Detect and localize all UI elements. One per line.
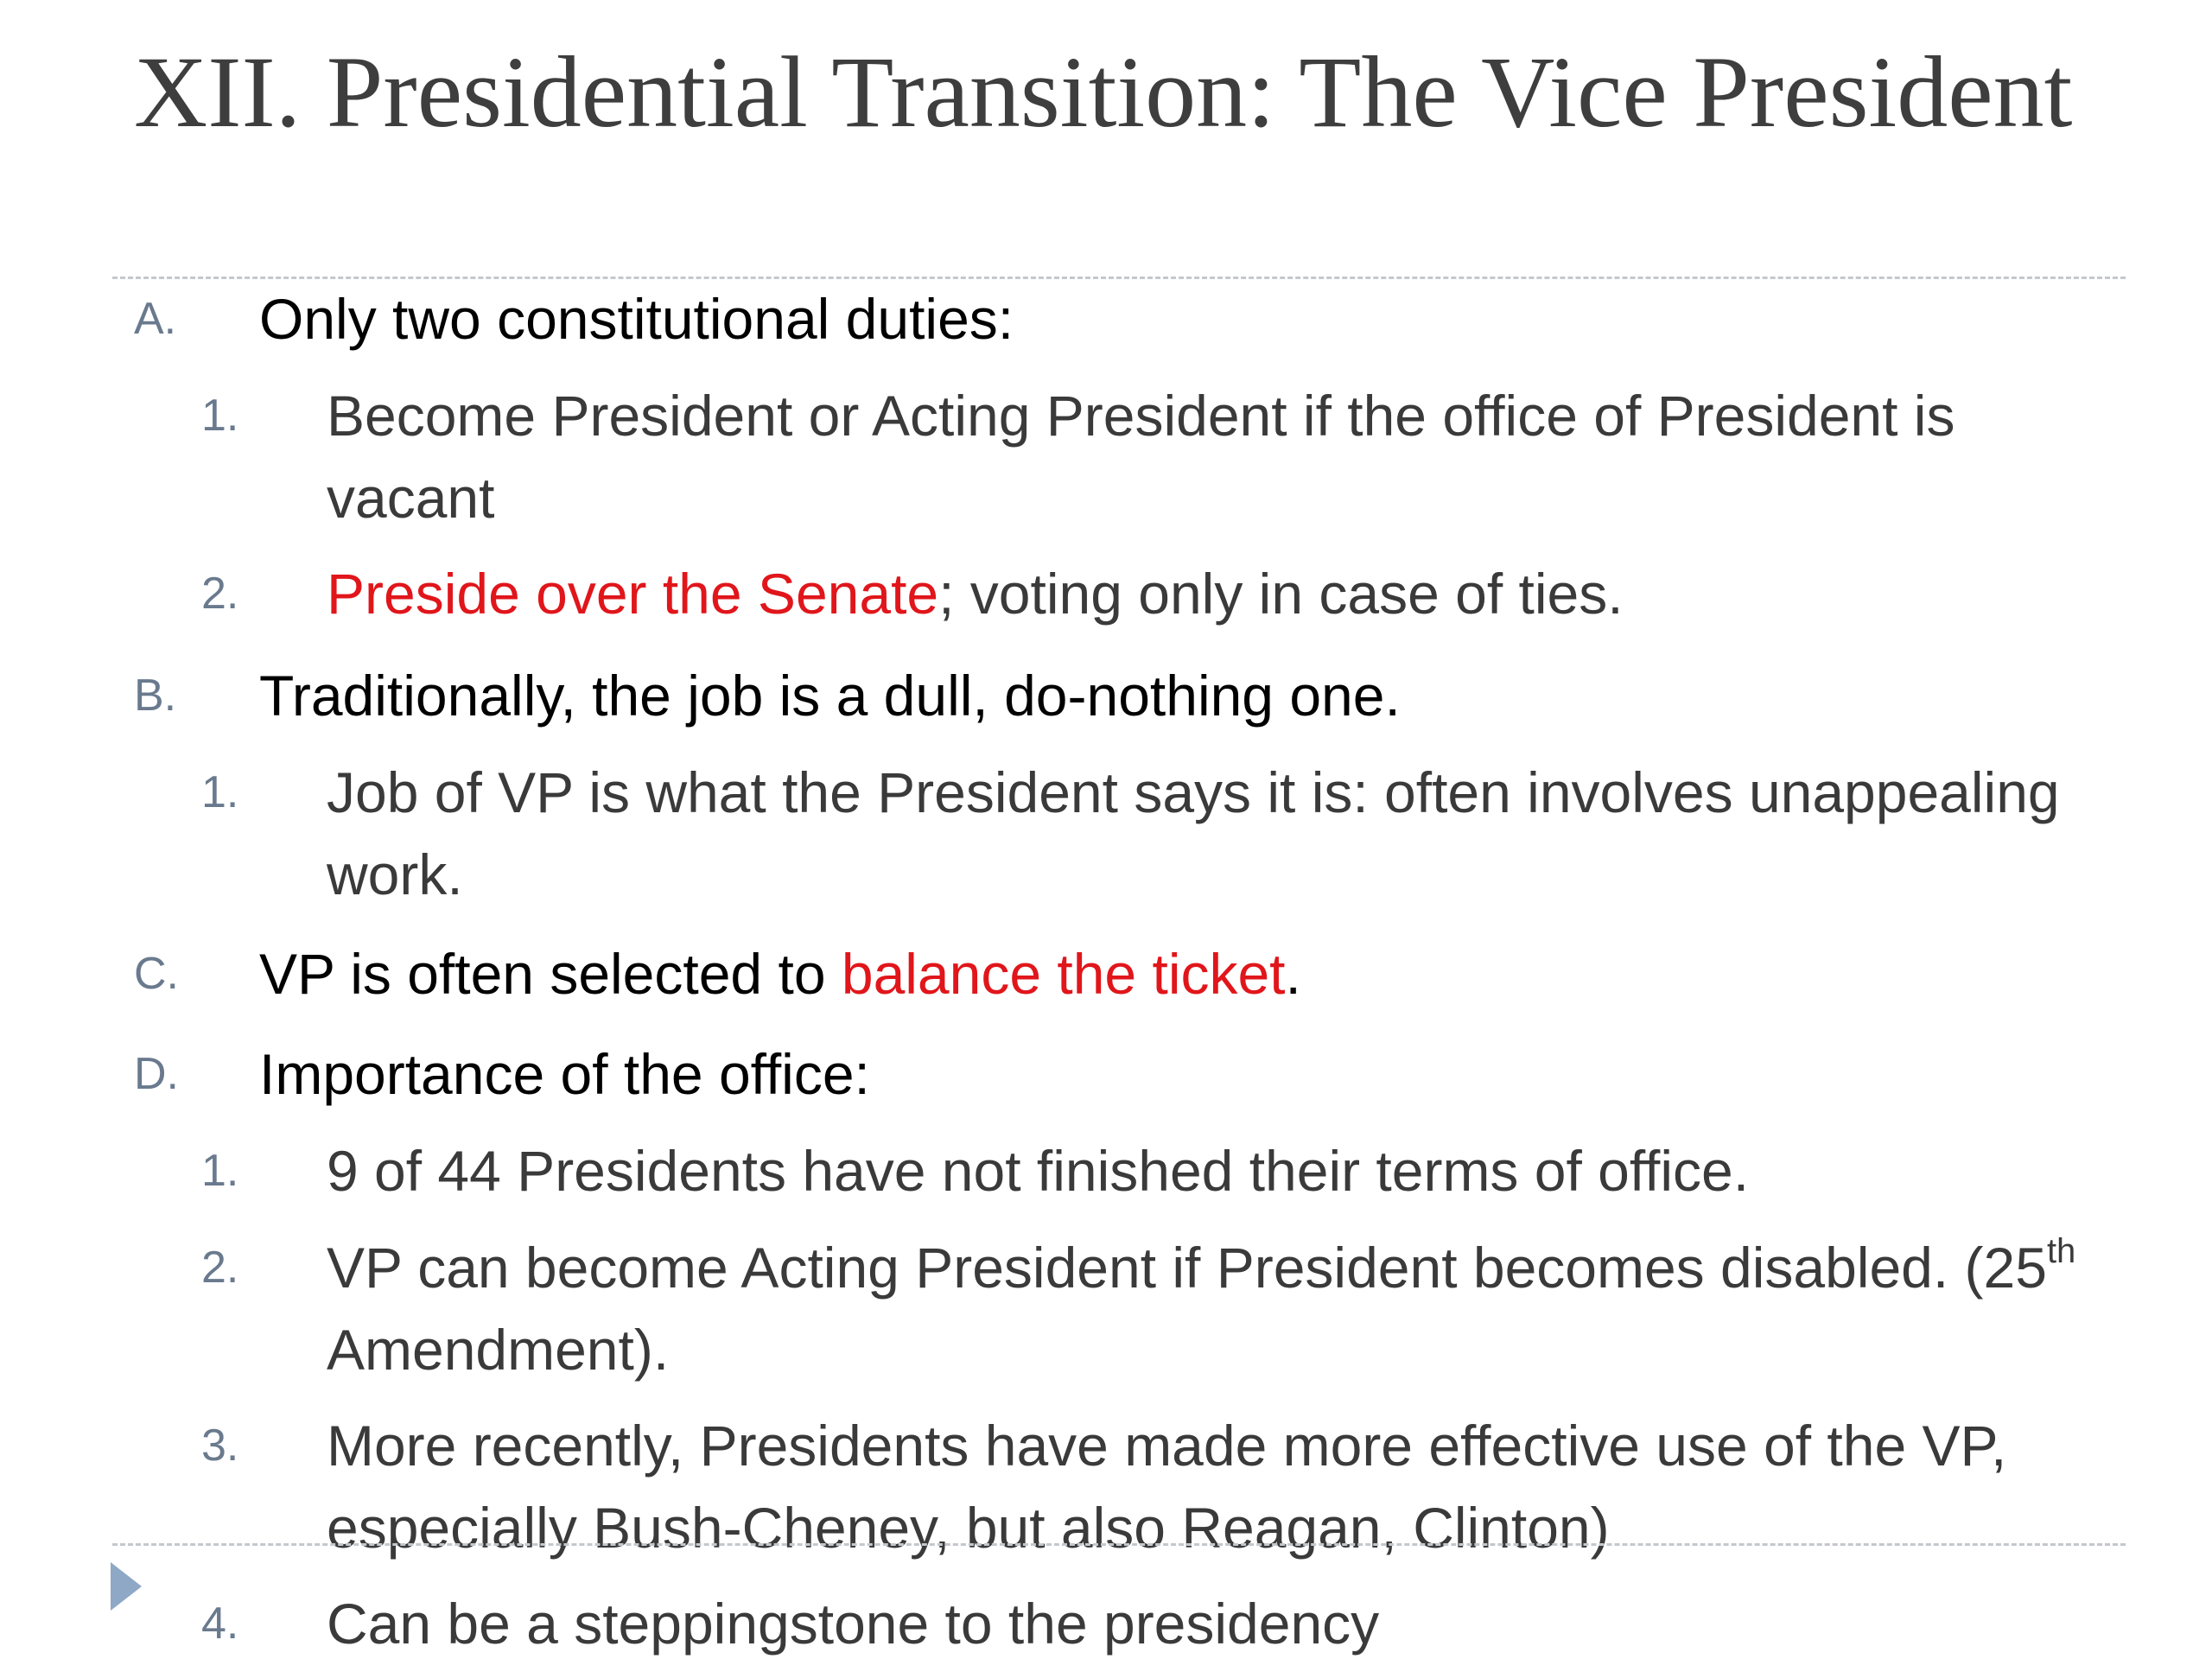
outline-label: 1. <box>201 1146 239 1196</box>
outline-label: 2. <box>201 569 239 619</box>
outline-label: B. <box>134 671 177 721</box>
outline-label: 4. <box>201 1599 239 1649</box>
outline-text: Job of VP is what the President says it is: often involves unappealing work. <box>327 760 2060 906</box>
outline-text: Can be a steppingstone to the presidency <box>327 1592 1380 1656</box>
outline-text-end: . <box>1285 942 1301 1006</box>
outline-text <box>327 1227 2081 1391</box>
outline-label: D. <box>134 1049 179 1099</box>
outline-label: 3. <box>201 1421 239 1471</box>
outline-text-end: Amendment). <box>327 1318 670 1382</box>
outline-text: 9 of 44 Presidents have not finished their terms of office. <box>327 1139 1750 1203</box>
outline-text: Only two constitutional duties: <box>259 287 1014 351</box>
outline-text-start: VP can become Acting President if President becomes disabled. (25 <box>327 1236 2047 1300</box>
highlight-text: balance the ticket <box>841 942 1286 1006</box>
outline-label: 2. <box>201 1243 239 1293</box>
footer-divider <box>112 1543 2126 1546</box>
outline-text <box>259 933 2117 1015</box>
outline-text-start: VP is often selected to <box>259 942 842 1006</box>
play-arrow-icon[interactable] <box>111 1562 142 1611</box>
outline-text: Importance of the office: <box>259 1042 870 1106</box>
superscript: th <box>2046 1232 2076 1270</box>
outline-text: Traditionally, the job is a dull, do-nothing one. <box>259 664 1401 728</box>
outline-text: More recently, Presidents have made more effective use of the VP, especially Bush-Cheney, but also Reagan, Clinton) <box>327 1414 2007 1560</box>
outline-label: A. <box>134 294 177 344</box>
outline-text-rest: ; voting only in case of ties. <box>938 562 1624 626</box>
slide-title: XII. Presidential Transition: The Vice President <box>134 35 2073 149</box>
outline-label: C. <box>134 949 179 999</box>
outline-text: Become President or Acting President if the office of President is vacant <box>327 384 1955 530</box>
outline-label: 1. <box>201 767 239 817</box>
outline-label: 1. <box>201 391 239 441</box>
outline-text <box>327 553 2081 635</box>
highlight-text: Preside over the Senate <box>327 562 939 626</box>
